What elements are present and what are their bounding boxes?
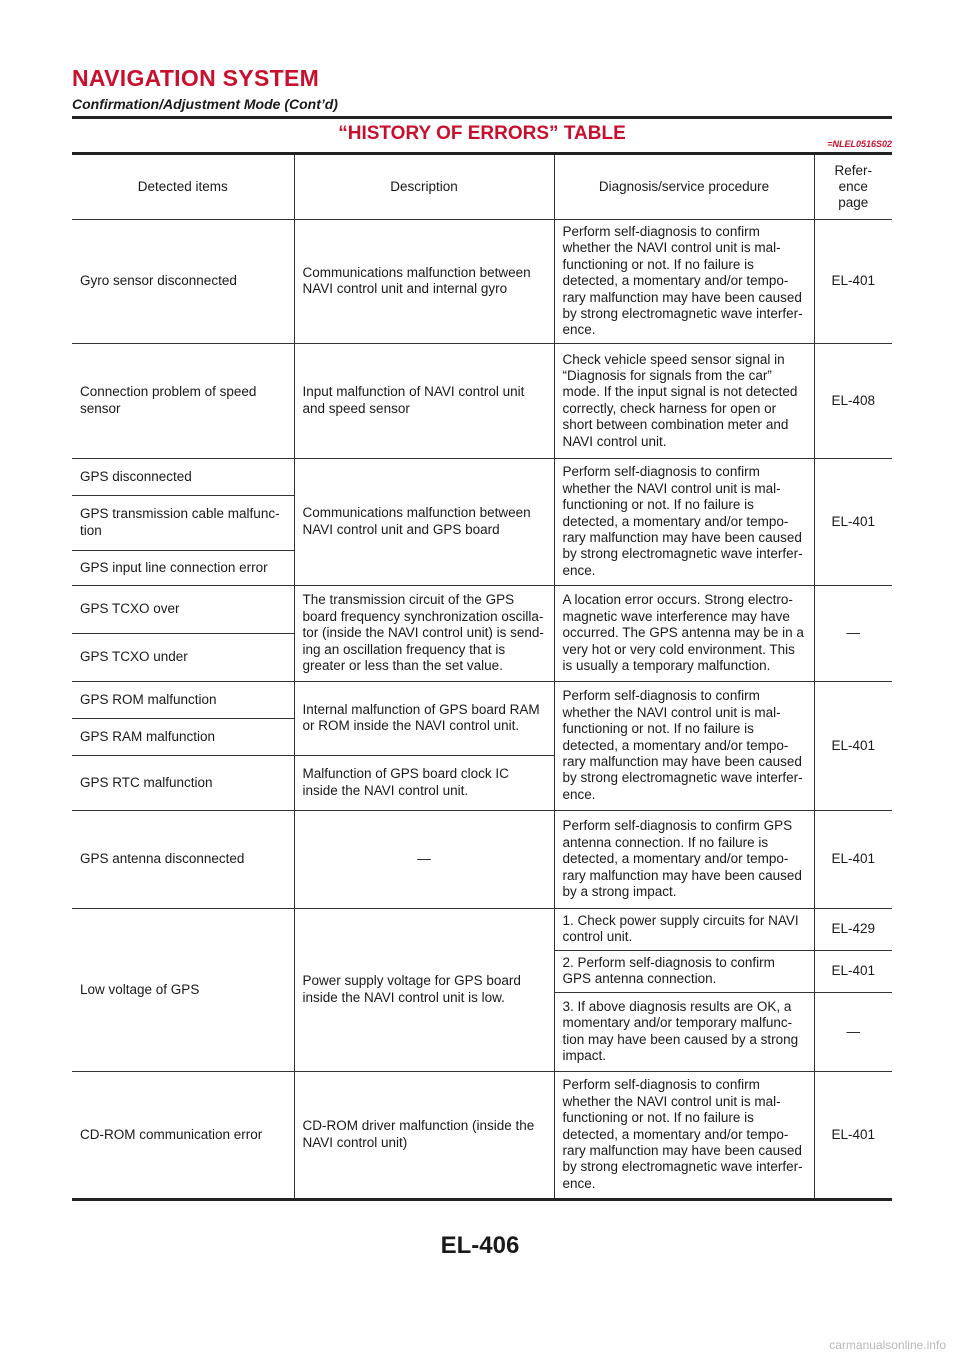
procedure-cell: Perform self-diagnosis to confirm whether the NAVI control unit is mal-functioning or not. If no failure is detected, a momentary and/or tempo-rary malfunction may have been caused by strong electromagnetic wave interfer-ence. bbox=[554, 1071, 814, 1199]
detected-item: GPS disconnected bbox=[72, 458, 294, 495]
procedure-cell: Perform self-diagnosis to confirm whether the NAVI control unit is mal-functioning or not. If no failure is detected, a momentary and/or tempo-rary malfunction may have been caused by strong electromagnetic wave interfer-ence. bbox=[554, 220, 814, 344]
page-header bbox=[72, 64, 892, 113]
detected-item: CD-ROM communication error bbox=[72, 1071, 294, 1199]
table-row bbox=[72, 1071, 892, 1199]
reference-page: EL-429 bbox=[814, 908, 892, 950]
description-cell: Communications malfunction between NAVI control unit and GPS board bbox=[294, 458, 554, 585]
reference-page: EL-401 bbox=[814, 681, 892, 810]
header-procedure: Diagnosis/service procedure bbox=[554, 154, 814, 220]
reference-page: EL-401 bbox=[814, 810, 892, 908]
table-header-row bbox=[72, 154, 892, 220]
header-detected-items: Detected items bbox=[72, 154, 294, 220]
procedure-cell: Perform self-diagnosis to confirm GPS antenna connection. If no failure is detected, a momentary and/or tempo-rary malfunction may have been caused by a strong impact. bbox=[554, 810, 814, 908]
detected-item: Gyro sensor disconnected bbox=[72, 220, 294, 344]
procedure-cell: 2. Perform self-diagnosis to confirm GPS antenna connection. bbox=[554, 950, 814, 992]
procedure-cell: Perform self-diagnosis to confirm whether the NAVI control unit is mal-functioning or not. If no failure is detected, a momentary and/or tempo-rary malfunction may have been caused by strong electromagnetic wave interfer-ence. bbox=[554, 681, 814, 810]
header-rule bbox=[72, 116, 892, 119]
page-subtitle: Confirmation/Adjustment Mode (Cont’d) bbox=[72, 96, 338, 112]
detected-item: Low voltage of GPS bbox=[72, 908, 294, 1071]
page-number: EL-406 bbox=[440, 1232, 520, 1259]
watermark: carmanualsonline.info bbox=[829, 1338, 946, 1352]
description-cell: Malfunction of GPS board clock IC inside the NAVI control unit. bbox=[294, 755, 554, 810]
system-title: NAVIGATION SYSTEM bbox=[72, 65, 320, 91]
description-cell: The transmission circuit of the GPS board frequency synchronization oscilla-tor (inside the NAVI control unit) is send-ing an oscillation frequency that is greater or less than the set value. bbox=[294, 585, 554, 681]
reference-page: EL-401 bbox=[814, 458, 892, 585]
description-cell: Communications malfunction between NAVI control unit and internal gyro bbox=[294, 220, 554, 344]
description-cell: Internal malfunction of GPS board RAM or ROM inside the NAVI control unit. bbox=[294, 681, 554, 755]
reference-page: EL-401 bbox=[814, 220, 892, 344]
table-row bbox=[72, 810, 892, 908]
reference-page: EL-408 bbox=[814, 343, 892, 458]
detected-item: GPS input line connection error bbox=[72, 550, 294, 585]
table-row bbox=[72, 343, 892, 458]
procedure-cell: Perform self-diagnosis to confirm whether the NAVI control unit is mal-functioning or not. If no failure is detected, a momentary and/or tempo-rary malfunction may have been caused by strong electromagnetic wave interfer-ence. bbox=[554, 458, 814, 585]
detected-item: GPS transmission cable malfunc-tion bbox=[72, 495, 294, 550]
section-code: =NLEL0516S02 bbox=[827, 139, 892, 149]
procedure-cell: Check vehicle speed sensor signal in “Diagnosis for signals from the car” mode. If the input signal is not detected correctly, check harness for open or short between combination meter and NAVI control unit. bbox=[554, 343, 814, 458]
procedure-cell: 3. If above diagnosis results are OK, a momentary and/or temporary malfunc-tion may have been caused by a strong impact. bbox=[554, 992, 814, 1071]
table-row bbox=[72, 220, 892, 344]
table-row bbox=[72, 585, 892, 633]
description-cell: — bbox=[294, 810, 554, 908]
header-description: Description bbox=[294, 154, 554, 220]
procedure-cell: A location error occurs. Strong electro-magnetic wave interference may have occurred. The GPS antenna may be in a very hot or very cold environment. This is usually a temporary malfunction. bbox=[554, 585, 814, 681]
reference-page: — bbox=[814, 585, 892, 681]
header-reference-page: Refer- ence page bbox=[814, 154, 892, 220]
reference-page: — bbox=[814, 992, 892, 1071]
table-title: “HISTORY OF ERRORS” TABLE bbox=[338, 123, 626, 144]
detected-item: GPS TCXO over bbox=[72, 585, 294, 633]
procedure-cell: 1. Check power supply circuits for NAVI control unit. bbox=[554, 908, 814, 950]
history-of-errors-table bbox=[72, 152, 892, 1201]
table-row bbox=[72, 681, 892, 718]
description-cell: Input malfunction of NAVI control unit and speed sensor bbox=[294, 343, 554, 458]
reference-page: EL-401 bbox=[814, 950, 892, 992]
description-cell: Power supply voltage for GPS board inside the NAVI control unit is low. bbox=[294, 908, 554, 1071]
detected-item: Connection problem of speed sensor bbox=[72, 343, 294, 458]
detected-item: GPS TCXO under bbox=[72, 633, 294, 681]
table-row bbox=[72, 908, 892, 950]
detected-item: GPS RTC malfunction bbox=[72, 755, 294, 810]
detected-item: GPS antenna disconnected bbox=[72, 810, 294, 908]
table-row bbox=[72, 458, 892, 495]
detected-item: GPS RAM malfunction bbox=[72, 718, 294, 755]
description-cell: CD-ROM driver malfunction (inside the NAVI control unit) bbox=[294, 1071, 554, 1199]
detected-item: GPS ROM malfunction bbox=[72, 681, 294, 718]
reference-page: EL-401 bbox=[814, 1071, 892, 1199]
